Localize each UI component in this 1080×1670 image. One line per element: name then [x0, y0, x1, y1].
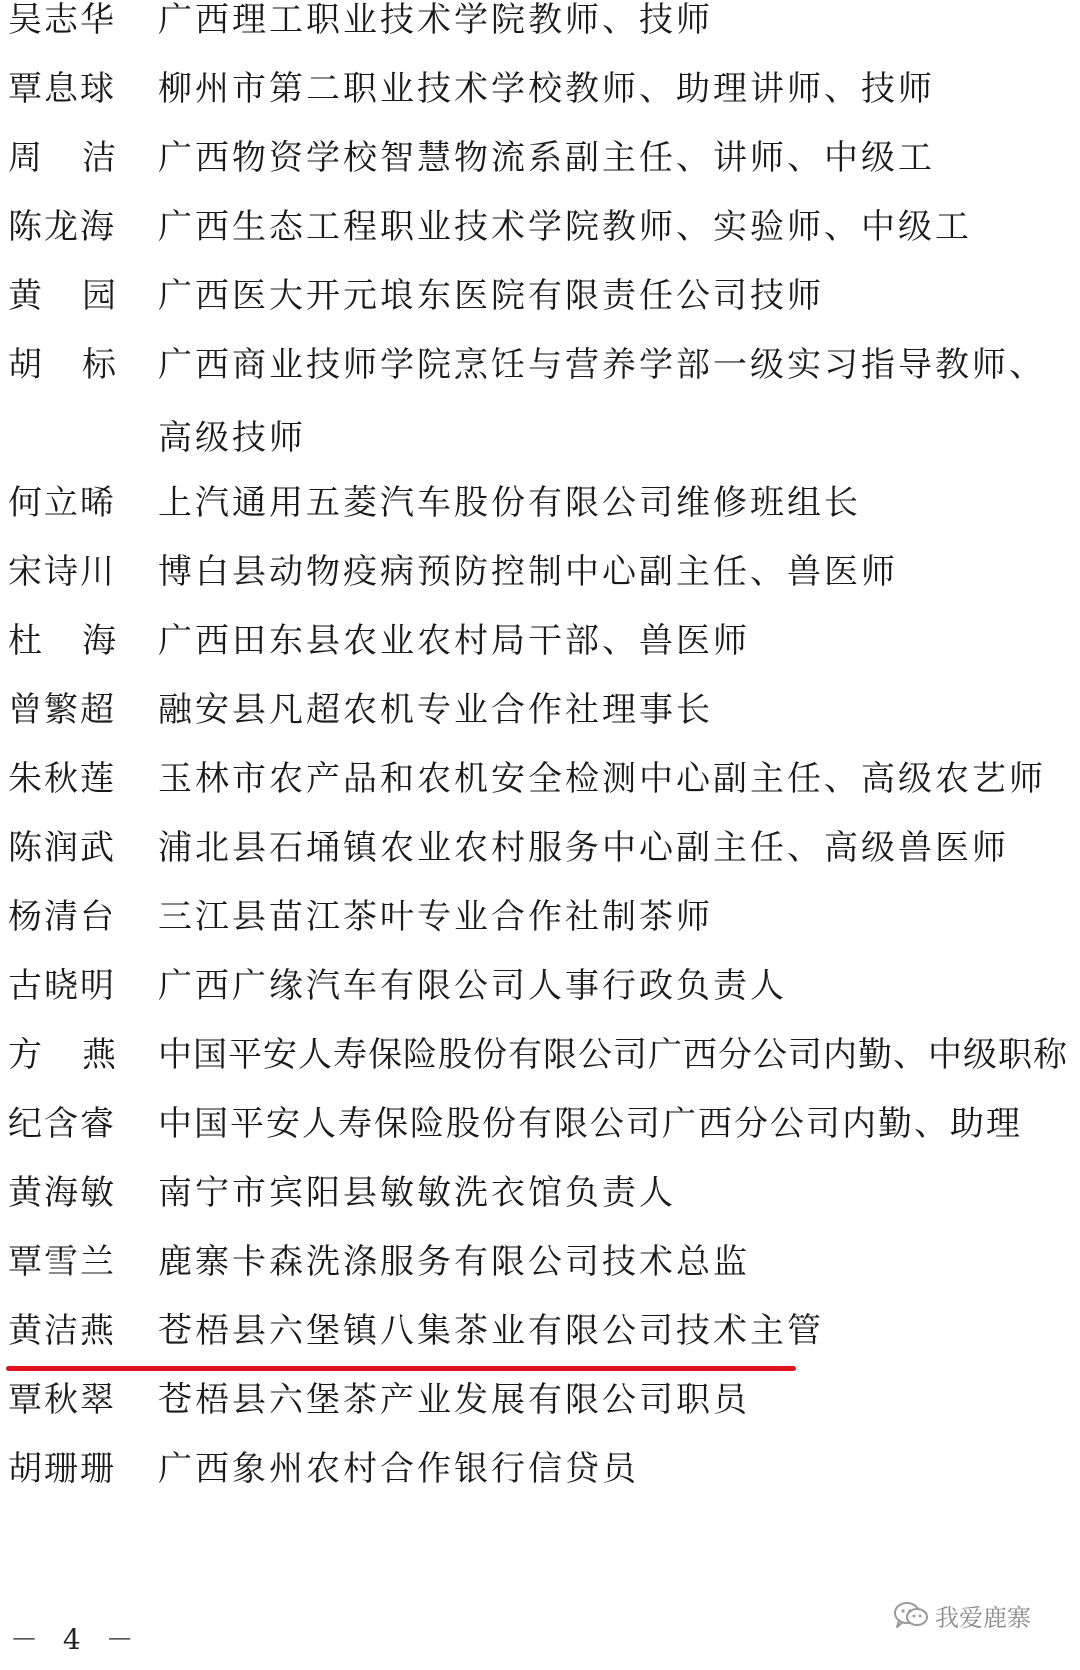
person-name: 黄海敏 [8, 1173, 116, 1213]
person-name-char: 洁 [82, 138, 116, 178]
person-title: 广西物资学校智慧物流系副主任、讲师、中级工 [158, 138, 935, 178]
person-title: 三江县苗江茶叶专业合作社制茶师 [158, 897, 713, 937]
person-title: 上汽通用五菱汽车股份有限公司维修班组长 [158, 483, 861, 523]
person-name: 覃秋翠 [8, 1380, 116, 1420]
person-title: 博白县动物疫病预防控制中心副主任、兽医师 [158, 552, 898, 592]
person-name: 吴志华 [8, 0, 116, 40]
person-title: 中国平安人寿保险股份有限公司广西分公司内勤、中级职称 [158, 1035, 1068, 1075]
person-name: 陈龙海 [8, 207, 116, 247]
person-name-char: 燕 [82, 1035, 116, 1075]
person-title: 广西医大开元埌东医院有限责任公司技师 [158, 276, 824, 316]
person-name-char: 方 [8, 1035, 42, 1075]
person-name: 何立晞 [8, 483, 116, 523]
person-name: 杨清台 [8, 897, 116, 937]
page-number: － 4 － [10, 1623, 142, 1656]
person-name: 古晓明 [8, 966, 116, 1006]
person-name: 黄洁燕 [8, 1311, 116, 1351]
person-name-char: 园 [82, 276, 116, 316]
person-title: 融安县凡超农机专业合作社理事长 [158, 690, 713, 730]
watermark-text: 我爱鹿寨 [935, 1603, 1031, 1632]
person-title: 广西生态工程职业技术学院教师、实验师、中级工 [158, 207, 972, 247]
person-title: 广西田东县农业农村局干部、兽医师 [158, 621, 750, 661]
person-title: 南宁市宾阳县敏敏洗衣馆负责人 [158, 1173, 676, 1213]
person-name-char: 杜 [8, 621, 42, 661]
watermark [893, 1598, 1031, 1632]
person-name [8, 138, 120, 178]
person-name [8, 345, 120, 385]
person-title: 广西商业技师学院烹饪与营养学部一级实习指导教师、 [158, 345, 1046, 385]
person-name-char: 标 [82, 345, 116, 385]
person-name: 纪含睿 [8, 1104, 116, 1144]
person-name-char: 周 [8, 138, 42, 178]
person-title: 浦北县石埇镇农业农村服务中心副主任、高级兽医师 [158, 828, 1009, 868]
person-title: 中国平安人寿保险股份有限公司广西分公司内勤、助理 [158, 1104, 1022, 1144]
highlight-underline [6, 1366, 796, 1371]
person-name-char: 海 [82, 621, 116, 661]
person-title: 鹿寨卡森洗涤服务有限公司技术总监 [158, 1242, 750, 1282]
person-name [8, 1035, 120, 1075]
person-name: 覃息球 [8, 69, 116, 109]
person-title: 广西象州农村合作银行信贷员 [158, 1449, 639, 1489]
person-title-continued: 高级技师 [158, 418, 306, 458]
person-name: 宋诗川 [8, 552, 116, 592]
wechat-icon [893, 1601, 929, 1629]
person-name [8, 621, 120, 661]
person-name-char: 黄 [8, 276, 42, 316]
person-name: 陈润武 [8, 828, 116, 868]
person-name: 胡珊珊 [8, 1449, 116, 1489]
person-title: 柳州市第二职业技术学校教师、助理讲师、技师 [158, 69, 935, 109]
person-name [8, 276, 120, 316]
person-name-char: 胡 [8, 345, 42, 385]
person-title: 广西广缘汽车有限公司人事行政负责人 [158, 966, 787, 1006]
person-title: 苍梧县六堡茶产业发展有限公司职员 [158, 1380, 750, 1420]
person-title: 广西理工职业技术学院教师、技师 [158, 0, 713, 40]
person-name: 朱秋莲 [8, 759, 116, 799]
person-title: 玉林市农产品和农机安全检测中心副主任、高级农艺师 [158, 759, 1046, 799]
person-name: 曾繁超 [8, 690, 116, 730]
person-name: 覃雪兰 [8, 1242, 116, 1282]
person-title: 苍梧县六堡镇八集茶业有限公司技术主管 [158, 1311, 824, 1351]
